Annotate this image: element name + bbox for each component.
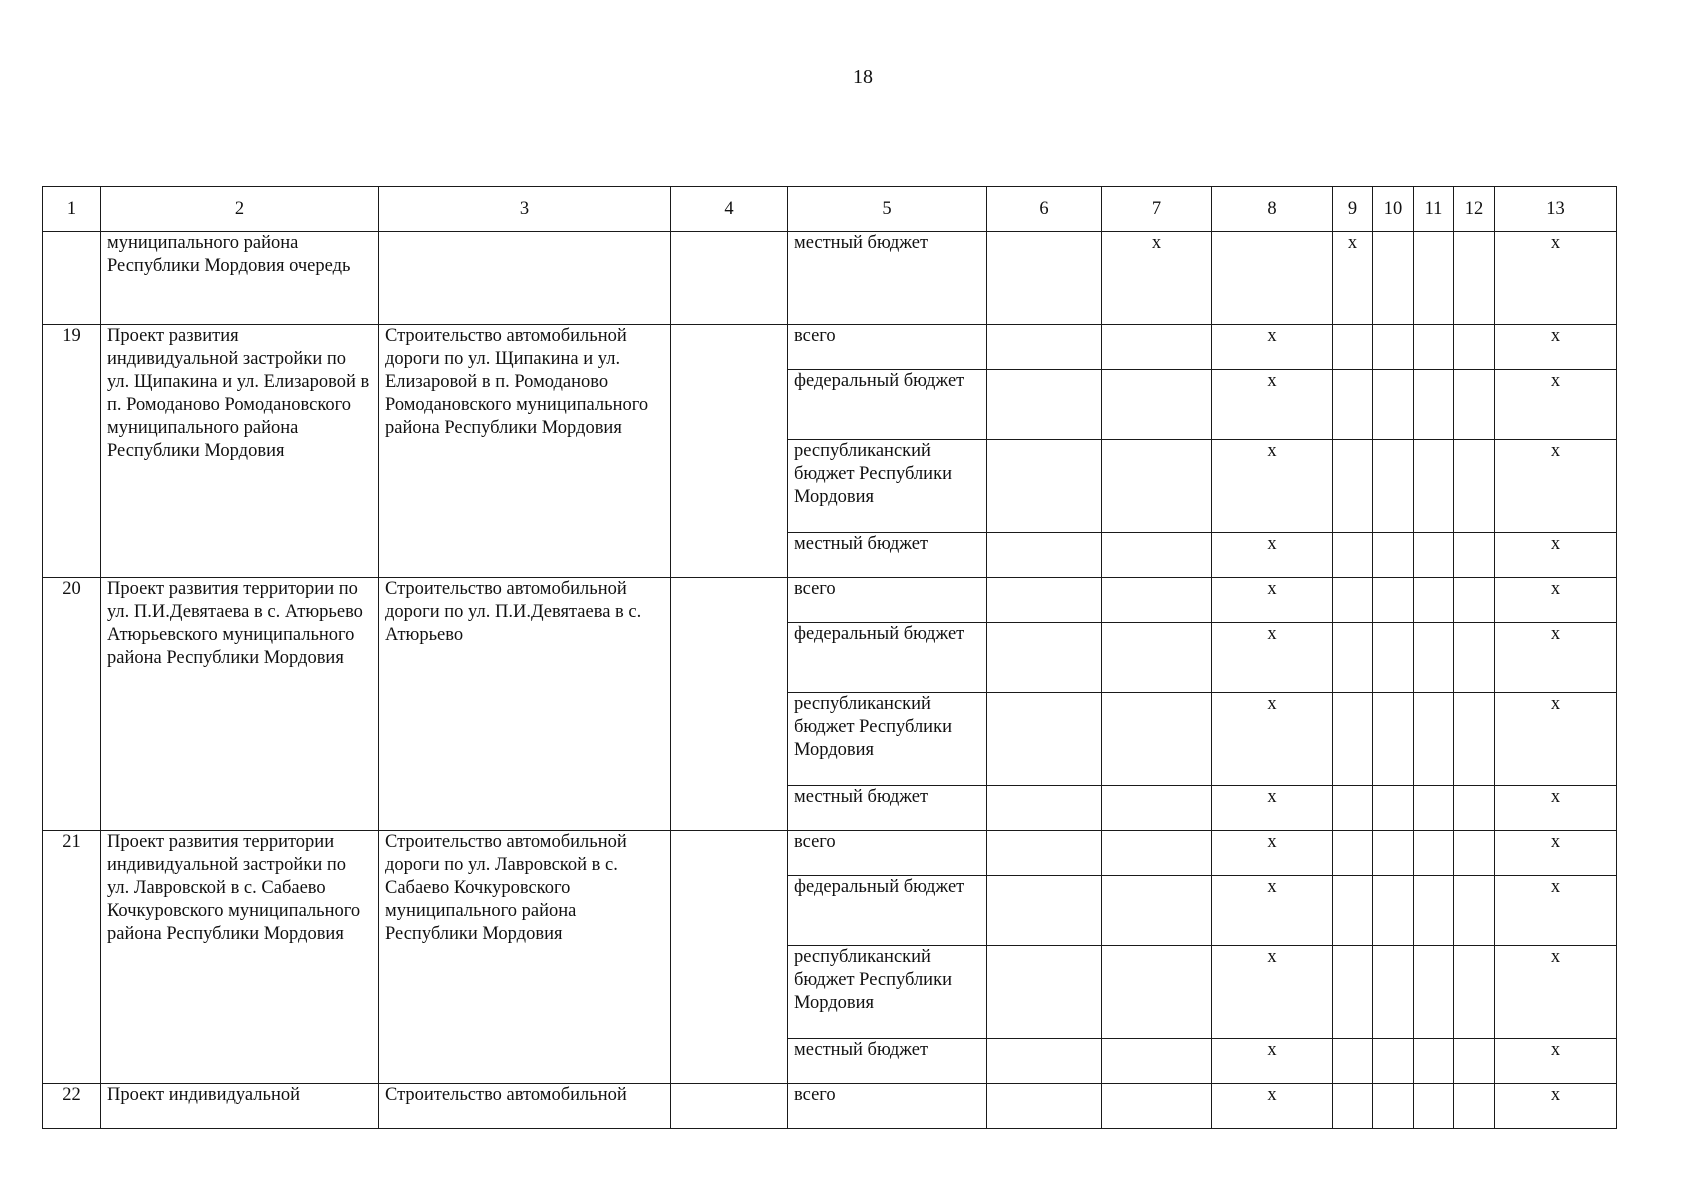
column-number: 2 [101, 187, 379, 232]
funding-source: республиканский бюджет Республики Мордовия [788, 440, 987, 533]
mark-cell: х [1495, 946, 1617, 1039]
empty-cell [1333, 440, 1373, 533]
empty-cell [1102, 946, 1212, 1039]
empty-cell [987, 831, 1102, 876]
mark-cell: х [1495, 693, 1617, 786]
empty-cell [987, 578, 1102, 623]
empty-cell [1454, 232, 1495, 325]
empty-cell [1373, 1039, 1414, 1084]
mark-cell: х [1212, 533, 1333, 578]
empty-cell [671, 1084, 788, 1129]
empty-cell [987, 786, 1102, 831]
empty-cell [671, 578, 788, 831]
empty-cell [1454, 370, 1495, 440]
empty-cell [1373, 440, 1414, 533]
mark-cell: х [1495, 623, 1617, 693]
empty-cell [1333, 533, 1373, 578]
object-name: Строительство автомобильной [379, 1084, 671, 1129]
empty-cell [1102, 578, 1212, 623]
empty-cell [1454, 831, 1495, 876]
empty-cell [1373, 533, 1414, 578]
empty-cell [1102, 831, 1212, 876]
column-number: 8 [1212, 187, 1333, 232]
project-name: Проект индивидуальной [101, 1084, 379, 1129]
funding-source: всего [788, 325, 987, 370]
empty-cell [1333, 325, 1373, 370]
funding-source: республиканский бюджет Республики Мордовия [788, 946, 987, 1039]
empty-cell [1414, 1084, 1454, 1129]
empty-cell [1414, 693, 1454, 786]
object-name [379, 232, 671, 325]
object-name: Строительство автомобильной дороги по ул. Лавровской в с. Сабаево Кочкуровского муниципального района Республики Мордовия [379, 831, 671, 1084]
mark-cell: х [1495, 325, 1617, 370]
empty-cell [1414, 325, 1454, 370]
mark-cell: х [1212, 325, 1333, 370]
mark-cell: х [1495, 370, 1617, 440]
empty-cell [987, 1084, 1102, 1129]
empty-cell [1102, 533, 1212, 578]
empty-cell [1414, 831, 1454, 876]
empty-cell [671, 831, 788, 1084]
empty-cell [1373, 876, 1414, 946]
empty-cell [1333, 946, 1373, 1039]
empty-cell [987, 325, 1102, 370]
empty-cell [1333, 578, 1373, 623]
continuation-row [43, 232, 1617, 325]
column-number: 3 [379, 187, 671, 232]
mark-cell: х [1212, 623, 1333, 693]
table-row [43, 1084, 1617, 1129]
mark-cell: х [1495, 440, 1617, 533]
column-number: 7 [1102, 187, 1212, 232]
empty-cell [1333, 1039, 1373, 1084]
mark-cell: х [1495, 786, 1617, 831]
empty-cell [1333, 831, 1373, 876]
empty-cell [1454, 533, 1495, 578]
mark-cell: х [1495, 831, 1617, 876]
mark-cell: х [1212, 876, 1333, 946]
mark-cell: х [1495, 1084, 1617, 1129]
mark-cell: х [1212, 693, 1333, 786]
empty-cell [1373, 623, 1414, 693]
empty-cell [1373, 693, 1414, 786]
empty-cell [1414, 578, 1454, 623]
project-name: Проект развития территории по ул. П.И.Девятаева в с. Атюрьево Атюрьевского муниципального района Республики Мордовия [101, 578, 379, 831]
funding-source: всего [788, 831, 987, 876]
mark-cell: х [1212, 946, 1333, 1039]
empty-cell [1102, 623, 1212, 693]
empty-cell [1373, 946, 1414, 1039]
empty-cell [1333, 1084, 1373, 1129]
empty-cell [987, 232, 1102, 325]
empty-cell [987, 946, 1102, 1039]
empty-cell [1414, 370, 1454, 440]
project-name: муниципального района Республики Мордовия очередь [101, 232, 379, 325]
empty-cell [1454, 440, 1495, 533]
column-number: 1 [43, 187, 101, 232]
empty-cell [1373, 831, 1414, 876]
column-number: 5 [788, 187, 987, 232]
mark-cell: х [1212, 578, 1333, 623]
empty-cell [1414, 786, 1454, 831]
empty-cell [1333, 693, 1373, 786]
empty-cell [1102, 1084, 1212, 1129]
column-number: 13 [1495, 187, 1617, 232]
funding-source: всего [788, 578, 987, 623]
column-number: 10 [1373, 187, 1414, 232]
mark-cell: х [1495, 1039, 1617, 1084]
empty-cell [1373, 325, 1414, 370]
empty-cell [1454, 623, 1495, 693]
mark-cell: х [1495, 232, 1617, 325]
empty-cell [1454, 876, 1495, 946]
project-number: 22 [43, 1084, 101, 1129]
mark-cell: х [1495, 578, 1617, 623]
empty-cell [1373, 578, 1414, 623]
project-number: 19 [43, 325, 101, 578]
empty-cell [1333, 786, 1373, 831]
empty-cell [671, 232, 788, 325]
empty-cell [1102, 440, 1212, 533]
empty-cell [1373, 232, 1414, 325]
empty-cell [1102, 693, 1212, 786]
page-number: 18 [853, 66, 873, 88]
mark-cell: х [1495, 876, 1617, 946]
empty-cell [1414, 533, 1454, 578]
table-row [43, 831, 1617, 876]
empty-cell [1212, 232, 1333, 325]
empty-cell [1373, 786, 1414, 831]
empty-cell [1454, 578, 1495, 623]
funding-table [42, 186, 1617, 1129]
empty-cell [987, 876, 1102, 946]
empty-cell [1102, 370, 1212, 440]
mark-cell: х [1212, 440, 1333, 533]
object-name: Строительство автомобильной дороги по ул. Щипакина и ул. Елизаровой в п. Ромоданово Ромодановского муниципального района Республики Мордовия [379, 325, 671, 578]
empty-cell [1373, 1084, 1414, 1129]
mark-cell: х [1212, 370, 1333, 440]
empty-cell [1454, 325, 1495, 370]
project-name: Проект развития индивидуальной застройки по ул. Щипакина и ул. Елизаровой в п. Ромоданово Ромодановского муниципального района Республики Мордовия [101, 325, 379, 578]
empty-cell [987, 533, 1102, 578]
column-number-row [43, 187, 1617, 232]
funding-source: всего [788, 1084, 987, 1129]
mark-cell: х [1212, 831, 1333, 876]
empty-cell [1102, 786, 1212, 831]
mark-cell: х [1212, 786, 1333, 831]
empty-cell [1333, 623, 1373, 693]
column-number: 4 [671, 187, 788, 232]
empty-cell [1414, 876, 1454, 946]
empty-cell [1414, 232, 1454, 325]
empty-cell [987, 1039, 1102, 1084]
empty-cell [1102, 325, 1212, 370]
funding-source: федеральный бюджет [788, 370, 987, 440]
funding-source: республиканский бюджет Республики Мордовия [788, 693, 987, 786]
funding-source: местный бюджет [788, 786, 987, 831]
empty-cell [1454, 1084, 1495, 1129]
empty-cell [1102, 876, 1212, 946]
funding-source: федеральный бюджет [788, 876, 987, 946]
empty-cell [671, 325, 788, 578]
column-number: 11 [1414, 187, 1454, 232]
funding-source: местный бюджет [788, 533, 987, 578]
table-row [43, 325, 1617, 370]
project-number [43, 232, 101, 325]
empty-cell [1414, 440, 1454, 533]
table-row [43, 578, 1617, 623]
empty-cell [987, 693, 1102, 786]
mark-cell: х [1495, 533, 1617, 578]
empty-cell [1333, 876, 1373, 946]
empty-cell [1333, 370, 1373, 440]
empty-cell [1454, 786, 1495, 831]
column-number: 9 [1333, 187, 1373, 232]
mark-cell: х [1102, 232, 1212, 325]
funding-source: местный бюджет [788, 1039, 987, 1084]
project-name: Проект развития территории индивидуальной застройки по ул. Лавровской в с. Сабаево Кочкуровского муниципального района Республики Мордовия [101, 831, 379, 1084]
project-number: 20 [43, 578, 101, 831]
column-number: 6 [987, 187, 1102, 232]
empty-cell [1414, 623, 1454, 693]
empty-cell [1414, 946, 1454, 1039]
funding-source: местный бюджет [788, 232, 987, 325]
empty-cell [1373, 370, 1414, 440]
mark-cell: х [1212, 1084, 1333, 1129]
empty-cell [987, 370, 1102, 440]
empty-cell [1414, 1039, 1454, 1084]
empty-cell [987, 440, 1102, 533]
empty-cell [1102, 1039, 1212, 1084]
funding-source: федеральный бюджет [788, 623, 987, 693]
project-number: 21 [43, 831, 101, 1084]
empty-cell [1454, 693, 1495, 786]
mark-cell: х [1212, 1039, 1333, 1084]
empty-cell [1454, 1039, 1495, 1084]
object-name: Строительство автомобильной дороги по ул. П.И.Девятаева в с. Атюрьево [379, 578, 671, 831]
empty-cell [1454, 946, 1495, 1039]
column-number: 12 [1454, 187, 1495, 232]
empty-cell [987, 623, 1102, 693]
mark-cell: х [1333, 232, 1373, 325]
